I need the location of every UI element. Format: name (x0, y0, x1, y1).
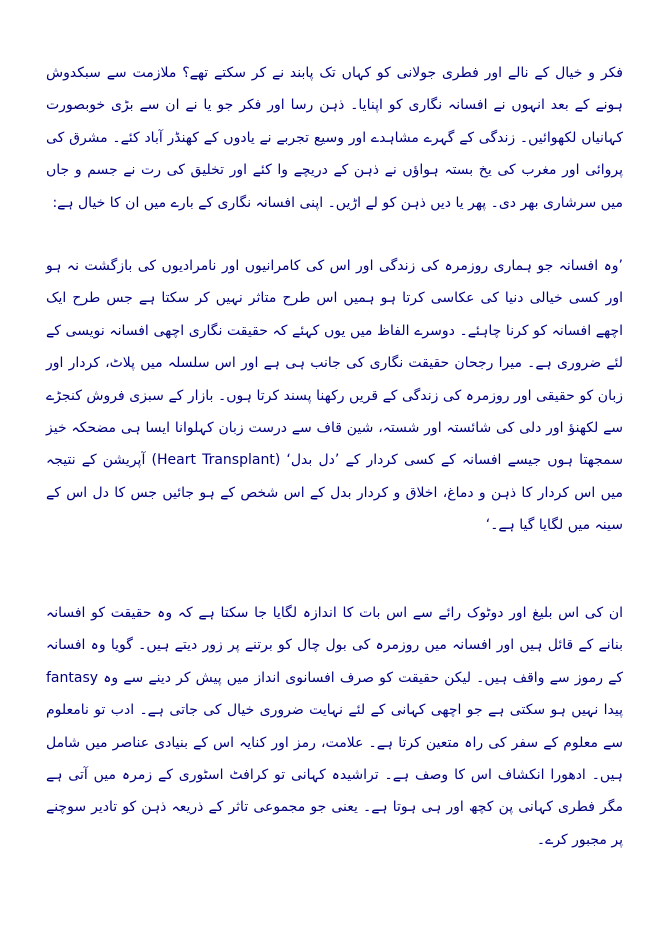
paragraph-quotation: ’وہ افسانہ جو ہماری روزمرہ کی زندگی اور اس کی کامرانیوں اور نامرادیوں کی بازگشت نہ ہو اور کسی خیالی دنیا کی عکاسی کرتا ہو ہمیں اس طرح متاثر نہیں کر سکتا ہے جس طرح ایک اچھے افسانہ کو کرنا چاہئے۔ دوسرے الفاظ میں یوں کہئے کہ حقیقت نگاری اچھی افسانہ نویسی کے لئے ضروری ہے۔ میرا رجحان حقیقت نگاری کی جانب ہی ہے اور اس سلسلہ میں پلاٹ، کردار اور زبان کو حقیقی اور روزمرہ کی زندگی کے قریں رکھنا پسند کرتا ہوں۔ بازار کے سبزی فروش کنجڑے سے لکھنؤ اور دلی کی شائستہ اور شستہ، شین قاف سے درست زبان کہلوانا ایسا ہی مضحکہ خیز سمجھتا ہوں جیسے افسانہ کے کسی کردار کے ’دل بدل‘ (Heart Transplant) آپریشن کے نتیجہ میں اس کردار کا ذہن و دماغ، اخلاق و کردار بدل کے اس شخص کے ہو جائیں جس کا دل اس کے سینہ میں لگایا گیا ہے۔‘ (46, 258, 623, 534)
paragraph-analysis: ان کی اس بلیغ اور دوٹوک رائے سے اس بات کا اندازہ لگایا جا سکتا ہے کہ وہ حقیقت کو افسانہ بنانے کے قائل ہیں اور افسانہ میں روزمرہ کی بول چال کو برتنے پر زور دیتے ہیں۔ گویا وہ افسانہ کے رموز سے واقف ہیں۔ لیکن حقیقت کو صرف افسانوی انداز میں پیش کر دینے سے وہ fantasy پیدا نہیں ہو سکتی ہے جو اچھی کہانی کے لئے نہایت ضروری خیال کی جاتی ہے۔ ادب تو نامعلوم سے معلوم کے سفر کی راہ متعین کرتا ہے۔ علامت، رمز اور کنایہ اس کے بنیادی عناصر میں شامل ہیں۔ ادھورا انکشاف اس کا وصف ہے۔ تراشیدہ کہانی تو کرافٹ اسٹوری کے زمرہ میں آتی ہے مگر فطری کہانی پن کچھ اور ہی ہوتا ہے۔ یعنی جو مجموعی تاثر کے ذریعہ ذہن کو تادیر سوچنے پر مجبور کرے۔ (46, 605, 623, 848)
paragraph-intro: فکر و خیال کے نالے اور فطری جولانی کو کہاں تک پابند نے کر سکتے تھے؟ ملازمت سے سبکدوش ہونے کے بعد انہوں نے افسانہ نگاری کو اپنایا۔ ذہن رسا اور فکر جو یا نے ان سے بڑی خوبصورت کہانیاں لکھوائیں۔ زندگی کے گہرے مشاہدے اور وسیع تجربے نے یادوں کے کھنڈر آباد کئے۔ مشرق کی پروائی اور مغرب کی یخ بستہ ہواؤں نے ذہن کے دریچے وا کئے اور تخلیق کی رت نے جسم و جاں میں سرشاری بھر دی۔ پھر یا دیں ذہن کو لے اڑیں۔ اپنی افسانہ نگاری کے بارے میں ان کا خیال ہے: (46, 65, 623, 211)
